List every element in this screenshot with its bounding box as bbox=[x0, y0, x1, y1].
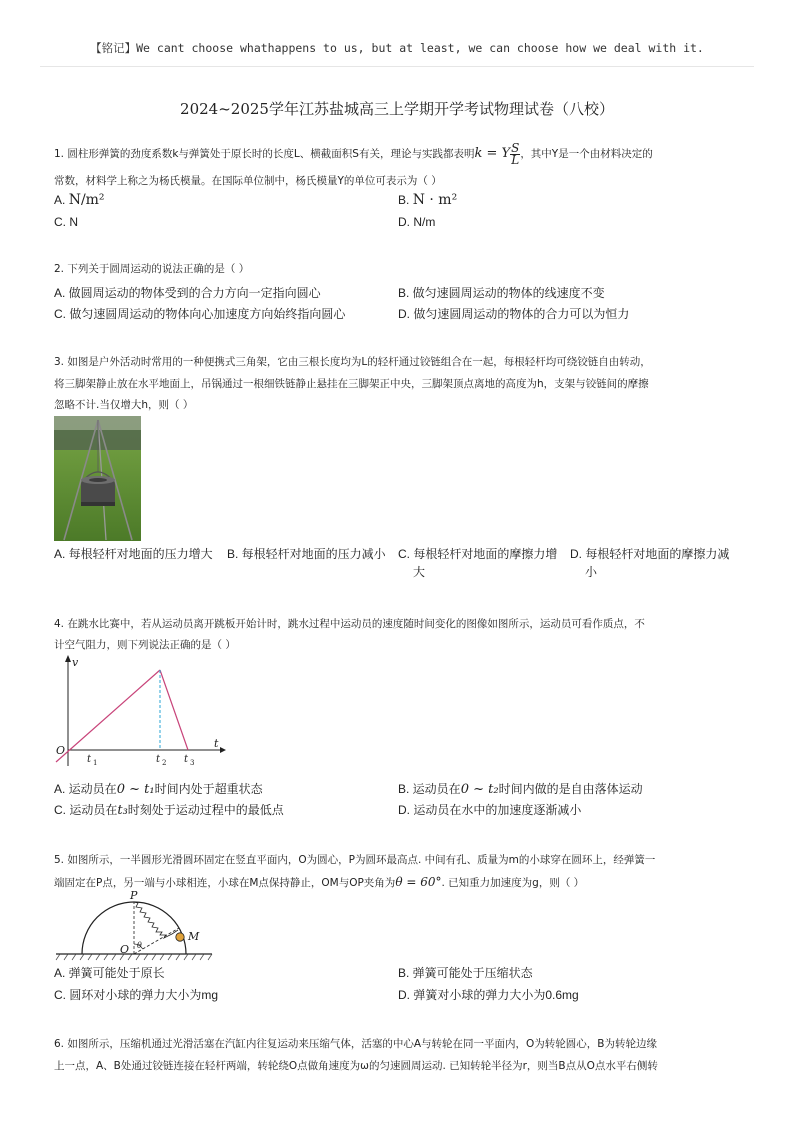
velocity-time-graph bbox=[54, 654, 226, 770]
question-4-option-c: C. 运动员在t₃时刻处于运动过程中的最低点 bbox=[54, 803, 284, 818]
tripod-photo bbox=[54, 416, 141, 541]
question-5-option-b: B. 弹簧可能处于压缩状态 bbox=[398, 966, 533, 980]
question-4-stem-line2: 计空气阻力，则下列说法正确的是（ ） bbox=[54, 639, 236, 651]
question-5-stem-line1: 5. 如图所示，一半圆形光滑圆环固定在竖直平面内，O为圆心，P为圆环最高点. 中间有孔、质量为m的小球穿在圆环上，经弹簧一 bbox=[54, 854, 656, 866]
question-3-option-a: A. 每根轻杆对地面的压力增大 bbox=[54, 547, 213, 561]
graph-t1-subscript: 1 bbox=[93, 759, 98, 767]
spring bbox=[134, 902, 178, 938]
question-1-option-d: D. N/m bbox=[398, 215, 436, 229]
question-3-option-c: C. 每根轻杆对地面的摩擦力增 大 bbox=[398, 547, 558, 579]
question-6-stem-line1: 6. 如图所示，压缩机通过光滑活塞在汽缸内往复运动来压缩气体，活塞的中心A与转轮在同一平面内，O为转轮圆心，B为转轮边缘 bbox=[54, 1038, 658, 1050]
graph-origin-label: O bbox=[56, 744, 66, 757]
graph-t2-subscript: 2 bbox=[162, 759, 167, 767]
question-3-stem-line3: 忽略不计.当仅增大h，则（ ） bbox=[54, 399, 194, 411]
question-3-stem-line2: 将三脚架静止放在水平地面上，吊锅通过一根细铁链静止悬挂在三脚架正中央，三脚架顶点离地的高度为h，支架与铰链间的摩擦 bbox=[54, 378, 649, 390]
question-4-option-b: B. 运动员在0 ~ t₂时间内做的是自由落体运动 bbox=[398, 782, 643, 797]
figure-point-p: P bbox=[130, 889, 138, 902]
figure-point-m: M bbox=[188, 930, 200, 943]
question-3-option-b: B. 每根轻杆对地面的压力减小 bbox=[227, 547, 386, 561]
exam-title: 2024~2025学年江苏盐城高三上学期开学考试物理试卷（八校） bbox=[180, 100, 614, 118]
question-5-option-a: A. 弹簧可能处于原长 bbox=[54, 966, 165, 980]
graph-t3-subscript: 3 bbox=[190, 759, 195, 767]
question-1-formula-fraction: $\frac{S}{L}$ bbox=[511, 140, 520, 167]
ball bbox=[176, 933, 184, 941]
question-2-option-b: B. 做匀速圆周运动的物体的线速度不变 bbox=[398, 286, 605, 300]
question-1-option-c: C. N bbox=[54, 215, 79, 229]
question-3-option-d: D. 每根轻杆对地面的摩擦力减 小 bbox=[570, 547, 730, 579]
question-4-option-a: A. 运动员在0 ~ t₁时间内处于超重状态 bbox=[54, 782, 263, 797]
figure-point-o: O bbox=[120, 943, 130, 956]
figure-angle-theta: θ bbox=[137, 941, 142, 950]
graph-v-axis-label: v bbox=[72, 656, 79, 669]
question-5-stem-line2: 端固定在P点，另一端与小球相连，小球在M点保持静止，OM与OP夹角为θ = 60°. 已知重力加速度为g，则（ ） bbox=[54, 875, 585, 889]
question-2-option-a: A. 做圆周运动的物体受到的合力方向一定指向圆心 bbox=[54, 286, 321, 300]
question-2-option-d: D. 做匀速圆周运动的物体的合力可以为恒力 bbox=[398, 307, 630, 321]
graph-t2-label: t bbox=[156, 754, 161, 765]
header-divider bbox=[40, 66, 754, 67]
question-3-stem-line1: 3. 如图是户外活动时常用的一种便携式三角架，它由三根长度均为L的轻杆通过铰链组合在一起，每根轻杆均可绕铰链自由转动， bbox=[54, 356, 651, 368]
question-5-option-d: D. 弹簧对小球的弹力大小为0.6mg bbox=[398, 988, 579, 1002]
question-2-option-c: C. 做匀速圆周运动的物体向心加速度方向始终指向圆心 bbox=[54, 307, 346, 321]
question-2-stem: 2. 下列关于圆周运动的说法正确的是（ ） bbox=[54, 263, 250, 275]
header-motto: 【铭记】We cant choose whathappens to us, but at least, we can choose how we deal with it. bbox=[90, 41, 704, 55]
question-4-option-d: D. 运动员在水中的加速度逐渐减小 bbox=[398, 803, 582, 817]
question-1-option-a: A. N/m² bbox=[54, 192, 105, 208]
question-1-stem-line1: 1. 圆柱形弹簧的劲度系数k与弹簧处于原长时的长度L、横截面积S有关，理论与实践都表明k = Y $\frac{S}{L}$ ，其中Y是一个由材料决定的 bbox=[54, 140, 653, 167]
question-4-stem-line1: 4. 在跳水比赛中，若从运动员离开跳板开始计时，跳水过程中运动员的速度随时间变化的图像如图所示，运动员可看作质点，不 bbox=[54, 618, 645, 630]
graph-t-axis-label: t bbox=[214, 737, 219, 750]
question-1-option-b: B. N · m² bbox=[398, 192, 458, 208]
question-6-stem-line2: 上一点，A、B处通过铰链连接在轻杆两端，转轮绕O点做角速度为ω的匀速圆周运动. 已知转轮半径为r，则当B点从O点水平右侧转 bbox=[54, 1060, 658, 1072]
question-1-stem-line2: 常数，材料学上称之为杨氏模量。在国际单位制中，杨氏模量Y的单位可表示为（ ） bbox=[54, 175, 442, 187]
question-1-formula-lhs: k = Y bbox=[474, 146, 511, 161]
graph-t1-label: t bbox=[87, 754, 92, 765]
semicircle-ring-figure bbox=[54, 888, 214, 962]
question-5-option-c: C. 圆环对小球的弹力大小为mg bbox=[54, 988, 219, 1002]
graph-t3-label: t bbox=[184, 754, 189, 765]
